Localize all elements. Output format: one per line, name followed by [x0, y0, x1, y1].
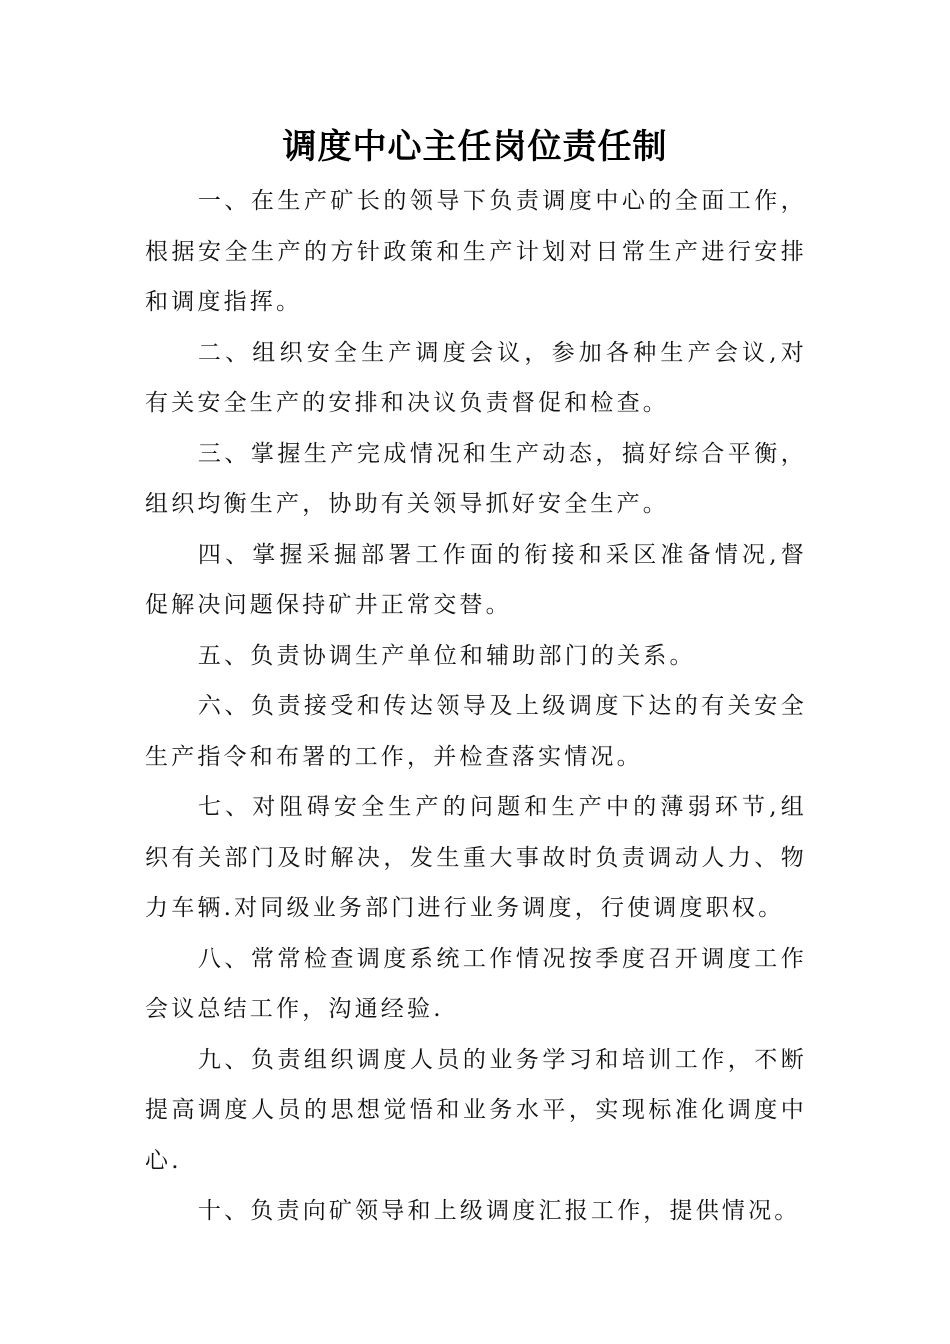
paragraph-6: 六、负责接受和传达领导及上级调度下达的有关安全生产指令和布署的工作，并检查落实情况。 [145, 693, 807, 770]
paragraph-4: 四、掌握采掘部署工作面的衔接和采区准备情况,督促解决问题保持矿井正常交替。 [145, 541, 807, 618]
paragraph-1: 一、在生产矿长的领导下负责调度中心的全面工作，根据安全生产的方针政策和生产计划对日常生产进行安排和调度指挥。 [145, 188, 807, 315]
paragraph-3: 三、掌握生产完成情况和生产动态，搞好综合平衡，组织均衡生产，协助有关领导抓好安全生产。 [145, 440, 807, 517]
paragraph-8: 八、常常检查调度系统工作情况按季度召开调度工作会议总结工作，沟通经验. [145, 945, 807, 1022]
paragraph-5: 五、负责协调生产单位和辅助部门的关系。 [197, 642, 696, 669]
paragraph-2: 二、组织安全生产调度会议，参加各种生产会议,对有关安全生产的安排和决议负责督促和检查。 [145, 339, 807, 416]
document-title: 调度中心主任岗位责任制 [282, 127, 668, 167]
paragraph-10: 十、负责向矿领导和上级调度汇报工作，提供情况。 [197, 1198, 801, 1224]
document-body [145, 176, 807, 1237]
paragraph-9: 九、负责组织调度人员的业务学习和培训工作，不断提高调度人员的思想觉悟和业务水平，实现标准化调度中心. [145, 1046, 807, 1174]
paragraph-7: 七、对阻碍安全生产的问题和生产中的薄弱环节,组织有关部门及时解决，发生重大事故时负责调动人力、物力车辆.对同级业务部门进行业务调度，行使调度职权。 [145, 794, 807, 921]
